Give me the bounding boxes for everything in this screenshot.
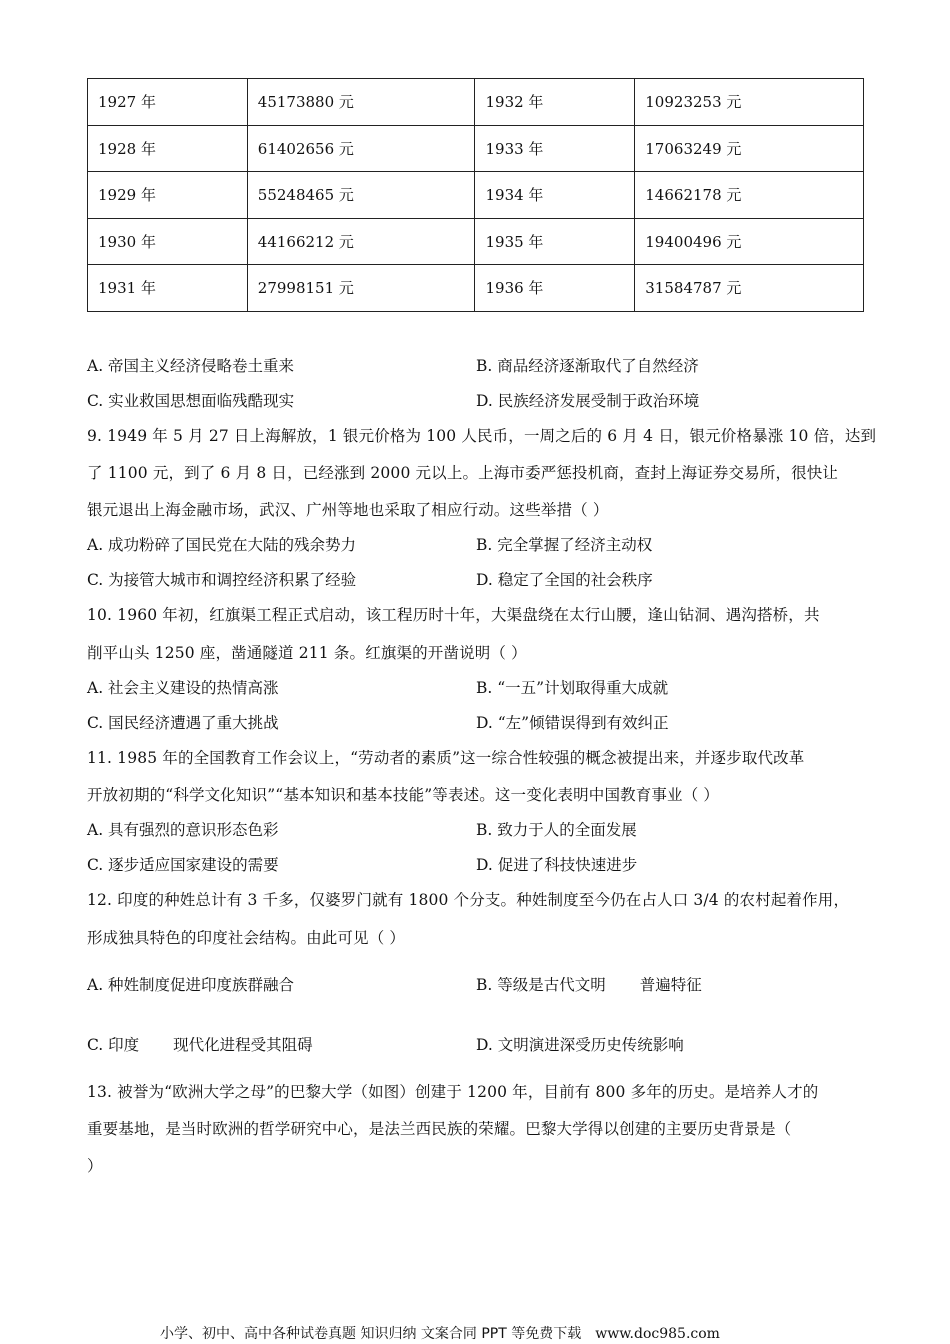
table-cell-amount-left: 44166212 元 [247,218,475,265]
table-cell-year-right: 1932 年 [475,79,635,126]
q10-option-b[interactable]: B. “一五”计划取得重大成就 [476,679,669,697]
q9-option-c[interactable]: C. 为接管大城市和调控经济积累了经验 [87,571,357,589]
q10-option-a[interactable]: A. 社会主义建设的热情高涨 [87,679,279,697]
q11-text-line-2: 开放初期的“科学文化知识”“基本知识和基本技能”等表述。这一变化表明中国教育事业（ ） [87,786,720,804]
q11-text-line-1: 11. 1985 年的全国教育工作会议上，“劳动者的素质”这一综合性较强的概念被提出来，并逐步取代改革 [87,749,805,767]
table-row [88,172,864,219]
table-cell-year-right: 1936 年 [475,265,635,312]
q9-option-a[interactable]: A. 成功粉碎了国民党在大陆的残余势力 [87,536,357,554]
q10-text-line-1: 10. 1960 年初，红旗渠工程正式启动，该工程历时十年，大渠盘绕在太行山腰，逢山钻洞、遇沟搭桥，共 [87,606,820,624]
table-cell-year-right: 1934 年 [475,172,635,219]
q10-option-d[interactable]: D. “左”倾错误得到有效纠正 [476,714,669,732]
income-table-body [88,79,864,312]
table-cell-year-left: 1928 年 [88,125,248,172]
q12-text-line-1: 12. 印度的种姓总计有 3 千多，仅婆罗门就有 1800 个分支。种姓制度至今仍在占人口 3/4 的农村起着作用， [87,891,850,909]
q12-option-b-part-1: B. 等级是古代文明 [476,976,606,994]
table-row [88,218,864,265]
q13-text-line-2: 重要基地，是当时欧洲的哲学研究中心，是法兰西民族的荣耀。巴黎大学得以创建的主要历史背景是（ [87,1120,792,1138]
table-cell-amount-left: 55248465 元 [247,172,475,219]
q12-option-b-part-2: 普遍特征 [639,976,702,994]
q8-option-d[interactable]: D. 民族经济发展受制于政治环境 [476,392,700,410]
q8-option-b[interactable]: B. 商品经济逐渐取代了自然经济 [476,357,699,375]
table-cell-year-right: 1933 年 [475,125,635,172]
table-cell-year-left: 1927 年 [88,79,248,126]
q13-text-line-3: ） [87,1157,103,1175]
table-cell-amount-right: 14662178 元 [635,172,864,219]
table-row [88,265,864,312]
table-cell-year-right: 1935 年 [475,218,635,265]
footer-text: 小学、初中、高中各种试卷真题 知识归纳 文案合同 PPT 等免费下载 [160,1326,582,1342]
footer-url-link[interactable]: www.doc985.com [595,1326,720,1342]
q9-text-line-3: 银元退出上海金融市场，武汉、广州等地也采取了相应行动。这些举措（ ） [87,501,609,519]
q12-text-line-2: 形成独具特色的印度社会结构。由此可见（ ） [87,929,406,947]
q12-option-a[interactable]: A. 种姓制度促进印度族群融合 [87,976,295,994]
q10-option-c[interactable]: C. 国民经济遭遇了重大挑战 [87,714,279,732]
q12-option-b[interactable] [476,975,702,995]
q12-option-c-part-2: 现代化进程受其阻碍 [173,1036,313,1054]
q12-option-c[interactable] [87,1035,313,1055]
q11-option-a[interactable]: A. 具有强烈的意识形态色彩 [87,821,279,839]
q12-option-d[interactable]: D. 文明演进深受历史传统影响 [476,1036,684,1054]
table-cell-amount-left: 27998151 元 [247,265,475,312]
table-cell-year-left: 1930 年 [88,218,248,265]
income-table [87,78,864,312]
table-cell-amount-right: 19400496 元 [635,218,864,265]
q9-option-b[interactable]: B. 完全掌握了经济主动权 [476,536,653,554]
table-cell-amount-right: 31584787 元 [635,265,864,312]
q9-text-line-1: 9. 1949 年 5 月 27 日上海解放，1 银元价格为 100 人民币，一周之后的 6 月 4 日，银元价格暴涨 10 倍，达到 [87,427,877,445]
table-cell-amount-left: 45173880 元 [247,79,475,126]
q12-option-c-part-1: C. 印度 [87,1036,140,1054]
q11-option-d[interactable]: D. 促进了科技快速进步 [476,856,638,874]
q11-option-c[interactable]: C. 逐步适应国家建设的需要 [87,856,279,874]
q8-option-c[interactable]: C. 实业救国思想面临残酷现实 [87,392,295,410]
q9-text-line-2: 了 1100 元，到了 6 月 8 日，已经涨到 2000 元以上。上海市委严惩投机商，查封上海证券交易所，很快让 [87,464,839,482]
q8-option-a[interactable]: A. 帝国主义经济侵略卷土重来 [87,357,295,375]
table-cell-amount-left: 61402656 元 [247,125,475,172]
table-cell-year-left: 1929 年 [88,172,248,219]
table-cell-year-left: 1931 年 [88,265,248,312]
table-row [88,125,864,172]
table-cell-amount-right: 17063249 元 [635,125,864,172]
q9-option-d[interactable]: D. 稳定了全国的社会秩序 [476,571,653,589]
table-cell-amount-right: 10923253 元 [635,79,864,126]
q11-option-b[interactable]: B. 致力于人的全面发展 [476,821,637,839]
page-footer [160,1323,720,1343]
q13-text-line-1: 13. 被誉为“欧洲大学之母”的巴黎大学（如图）创建于 1200 年，目前有 800 多年的历史。是培养人才的 [87,1083,819,1101]
q10-text-line-2: 削平山头 1250 座，凿通隧道 211 条。红旗渠的开凿说明（ ） [87,644,527,662]
table-row [88,79,864,126]
